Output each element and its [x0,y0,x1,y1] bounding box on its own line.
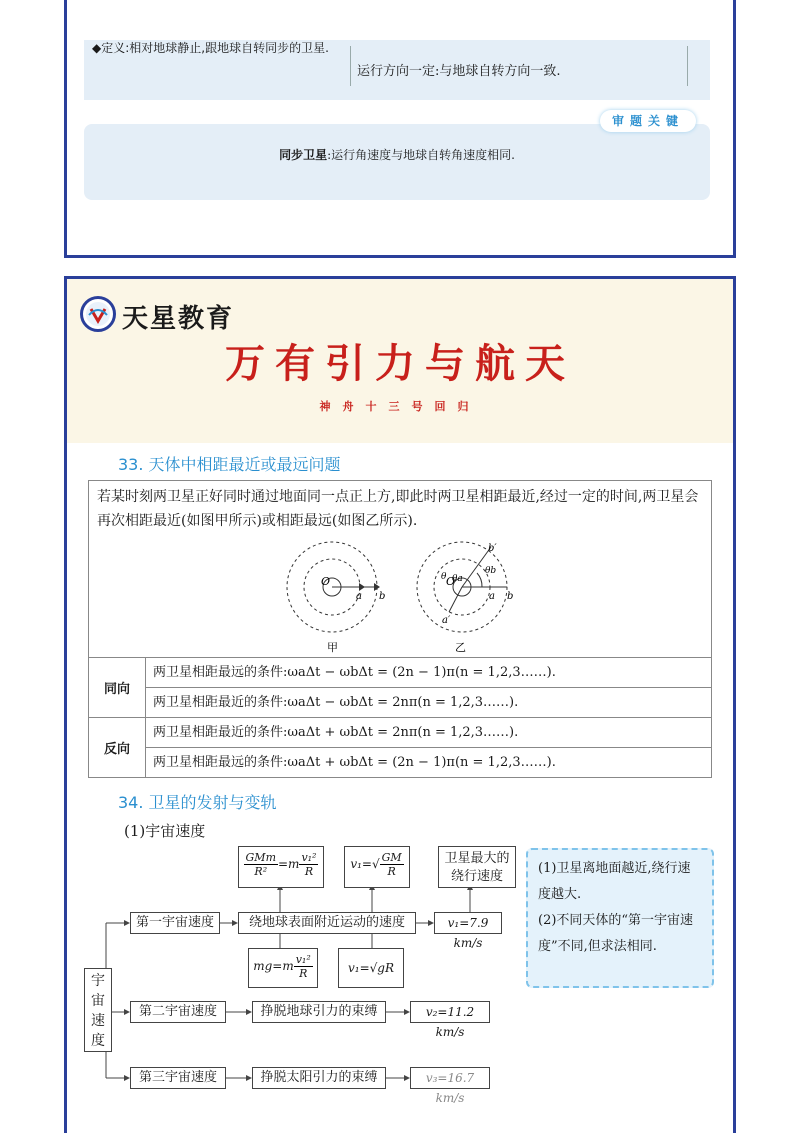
first-speed-eq-gr-box: v₁=√gR [338,948,404,988]
first-speed-desc-box: 绕地球表面附近运动的速度 [238,912,416,934]
condition-group-label: 同向 [89,658,146,717]
note-item: (2)不同天体的“第一宇宙速度”不同,但求法相同. [538,913,694,954]
eq-v1-root: v₁=√ [350,857,380,871]
label-theta-a: θa [452,574,463,584]
page-subtitle: 神舟十三号回归 [319,400,481,413]
second-cosmic-speed-box: 第二宇宙速度 [130,1001,226,1023]
label-b: b [379,591,386,602]
label-theta-b: θb [485,566,497,576]
condition-row: 两卫星相距最远的条件:ωaΔt − ωbΔt = (2n − 1)π(n = 1,2,3……). [145,658,711,688]
eq-r2: R² [254,865,268,878]
third-speed-value-box: v₃=16.7 km/s [410,1067,490,1089]
first-speed-eq-gravity-box [238,846,324,888]
second-speed-value-box: v₂=11.2 km/s [410,1001,490,1023]
eq-eq-m: =m [278,857,300,871]
first-speed-eq-root-box [344,846,410,888]
label-jia: 甲 [327,641,338,654]
label-a-yi: a [489,591,495,602]
third-speed-desc-box: 挣脱太阳引力的束缚 [252,1067,386,1089]
keypoint-body: :运行角速度与地球自转角速度相同. [327,148,515,162]
eq-r: R [304,865,314,878]
cosmic-speed-box: 宇宙速度 [84,968,112,1052]
label-O: O [321,575,331,588]
max-orbit-speed-box: 卫星最大的绕行速度 [438,846,516,888]
condition-group-label: 反向 [89,718,146,777]
section-33-title: 33. 天体中相距最近或最远问题 [118,455,341,474]
condition-row: 两卫星相距最远的条件:ωaΔt + ωbΔt = (2n − 1)π(n = 1,2,3……). [153,755,556,770]
eq-r-den: R [387,865,396,878]
definition-right-text: 运行方向一定:与地球自转方向一致. [357,64,561,79]
cosmic-speed-subtitle: (1)宇宙速度 [124,822,206,840]
brand-logo-text: 天星教育 [122,304,235,334]
label-O-yi: O [446,575,456,588]
page-title: 万有引力与航天 [225,341,575,387]
section-34-title: 34. 卫星的发射与变轨 [118,793,277,812]
label-a: a [356,591,362,602]
notes-box [526,848,714,988]
eq-mg: mg=m [253,959,294,973]
note-item: (1)卫星离地面越近,绕行速度越大. [538,861,691,902]
keypoint-badge: 审题关键 [600,110,696,132]
intro-text: 若某时刻两卫星正好同时通过地面同一点正上方,即此时两卫星相距最近,经过一定的时间,两卫星会再次相距最近(如图甲所示)或相距最远(如图乙所示). [97,489,699,529]
label-theta: θ [441,572,447,582]
eq-gmm: GMm [245,851,276,864]
third-cosmic-speed-box: 第三宇宙速度 [130,1067,226,1089]
label-yi: 乙 [455,641,466,654]
condition-row: 两卫星相距最近的条件:ωaΔt − ωbΔt = 2nπ(n = 1,2,3……). [153,695,519,710]
first-cosmic-speed-box: 第一宇宙速度 [130,912,220,934]
eq-v1sq: v₁² [301,851,317,864]
eq-mg-v1sq: v₁² [295,953,311,966]
eq-mg-r: R [299,967,308,980]
label-b-prime: b′ [488,543,497,554]
first-speed-eq-mg-box [248,948,318,988]
condition-row: 两卫星相距最近的条件:ωaΔt + ωbΔt = 2nπ(n = 1,2,3……). [145,718,711,748]
keypoint-label: 同步卫星 [279,148,328,162]
label-b-yi: b [507,591,514,602]
first-speed-value-box: v₁=7.9 km/s [434,912,502,934]
definition-left-text: ◆定义:相对地球静止,跟地球自转同步的卫星. [92,41,329,55]
second-speed-desc-box: 挣脱地球引力的束缚 [252,1001,386,1023]
eq-gm: GM [381,851,402,864]
label-a-prime: a′ [442,615,451,626]
